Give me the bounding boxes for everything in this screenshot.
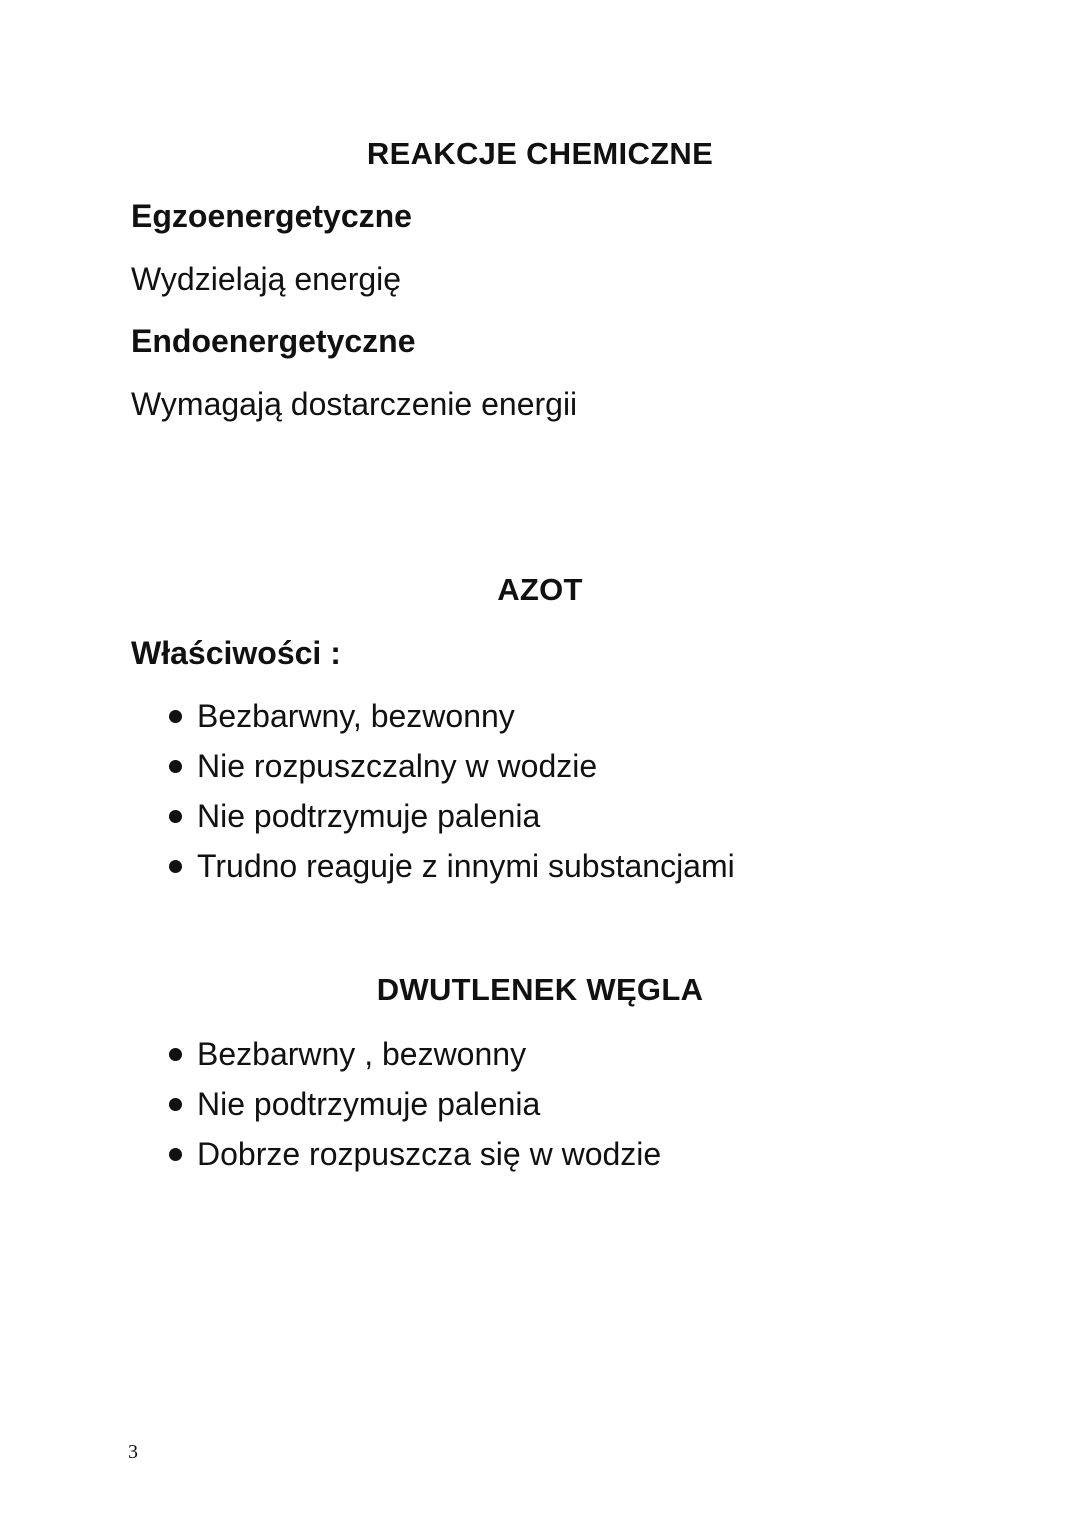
exo-text: Wydzielają energię [131, 261, 402, 297]
list-item-text: Trudno reaguje z innymi substancjami [197, 848, 735, 884]
list-item-text: Nie rozpuszczalny w wodzie [197, 748, 598, 784]
list-item [160, 791, 735, 841]
bullet-icon [169, 1148, 182, 1161]
bullet-icon [169, 860, 182, 873]
list-item-text: Dobrze rozpuszcza się w wodzie [197, 1136, 662, 1172]
list-item-text: Nie podtrzymuje palenia [197, 1086, 541, 1122]
list-item [160, 1129, 661, 1179]
endo-heading: Endoenergetyczne [131, 323, 416, 359]
reactions-title: REAKCJE CHEMICZNE [366, 136, 714, 171]
list-item [160, 1079, 661, 1129]
bullet-icon [169, 760, 182, 773]
properties-label: Właściwości : [131, 635, 341, 671]
page-number: 3 [128, 1441, 138, 1463]
bullet-icon [169, 710, 182, 723]
co2-properties-list [160, 1029, 661, 1179]
list-item-text: Bezbarwny, bezwonny [197, 698, 515, 734]
list-item-text: Nie podtrzymuje palenia [197, 798, 541, 834]
bullet-icon [169, 810, 182, 823]
nitrogen-title: AZOT [497, 572, 583, 607]
bullet-icon [169, 1098, 182, 1111]
list-item [160, 691, 735, 741]
list-item-text: Bezbarwny , bezwonny [197, 1036, 527, 1072]
co2-title: DWUTLENEK WĘGLA [376, 972, 704, 1007]
bullet-icon [169, 1048, 182, 1061]
list-item [160, 1029, 661, 1079]
endo-text: Wymagają dostarczenie energii [131, 386, 578, 422]
exo-heading: Egzoenergetyczne [131, 198, 412, 234]
list-item [160, 741, 735, 791]
nitrogen-properties-list [160, 691, 735, 891]
list-item [160, 841, 735, 891]
